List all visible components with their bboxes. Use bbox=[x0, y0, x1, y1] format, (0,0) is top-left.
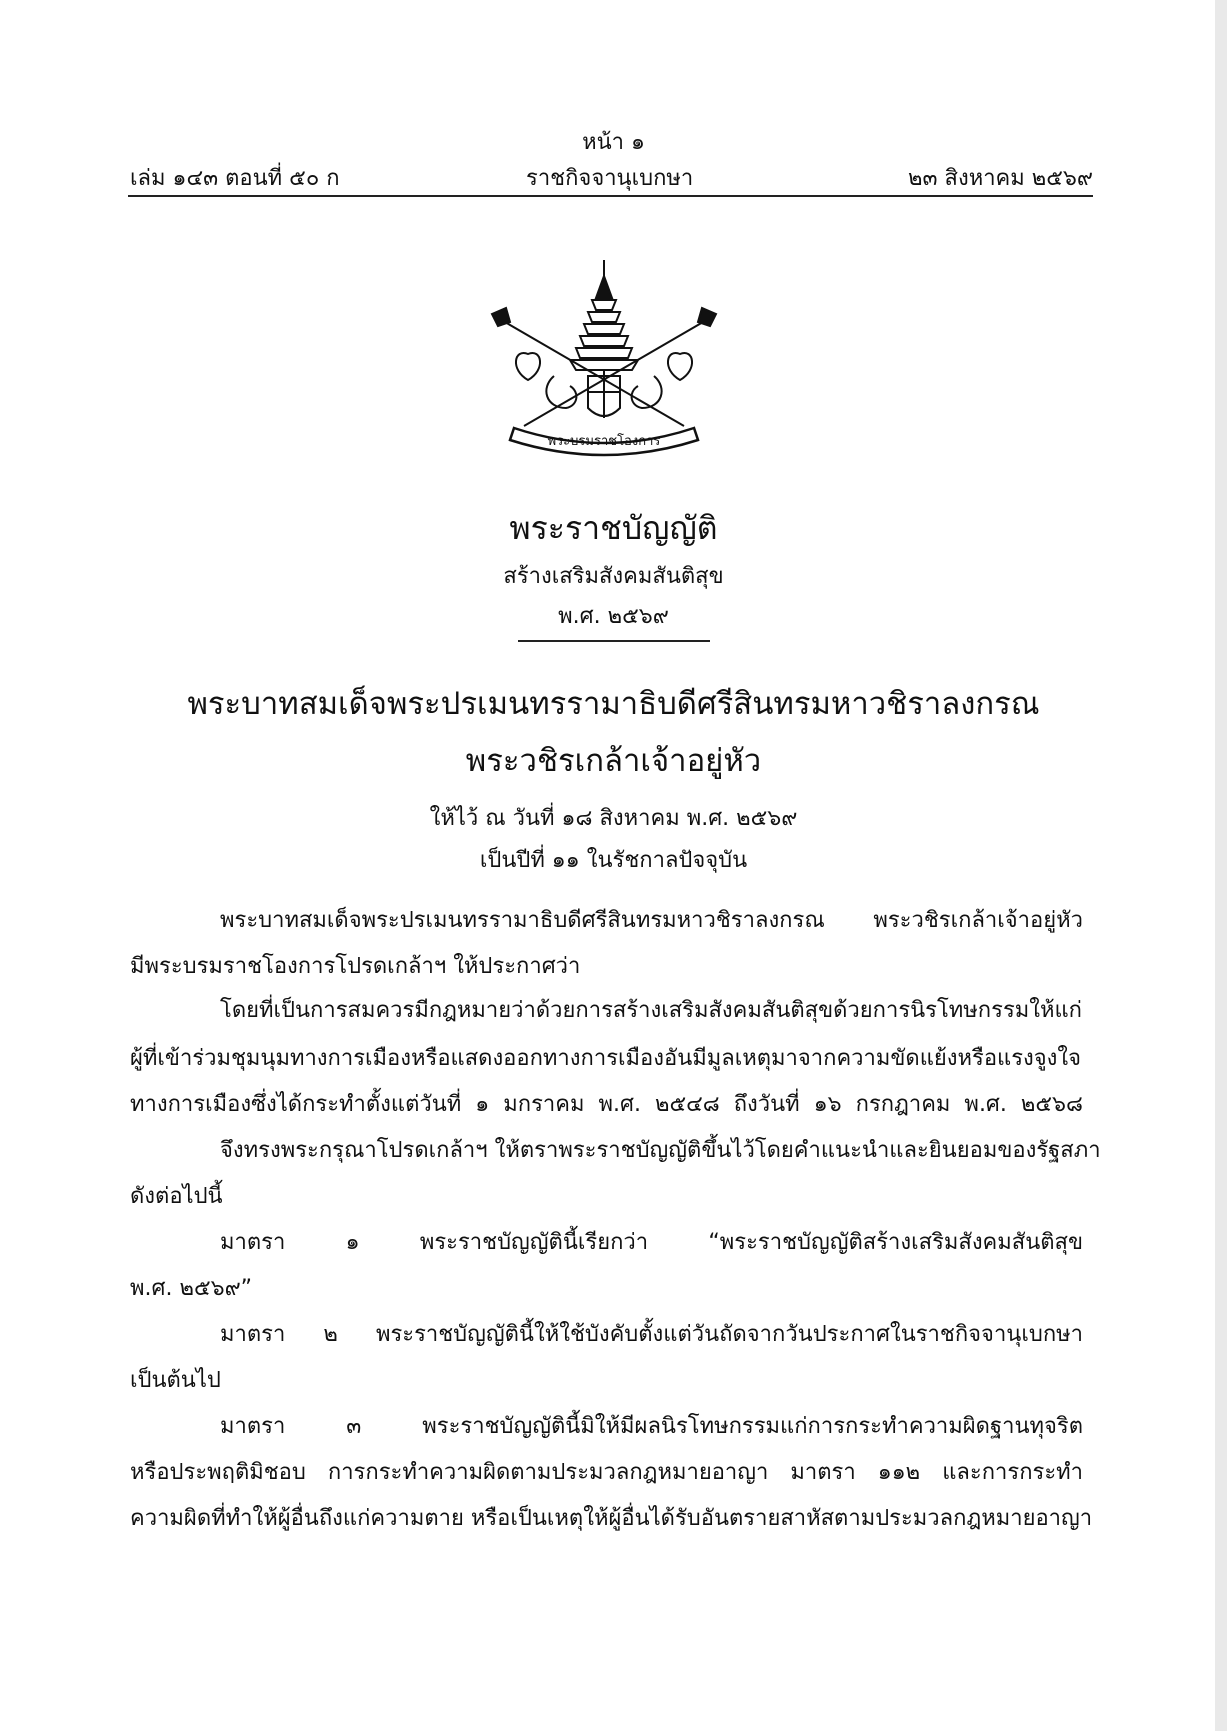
body-line: มีพระบรมราชโองการโปรดเกล้าฯ ให้ประกาศว่า bbox=[130, 954, 581, 979]
publish-date: ๒๓ สิงหาคม ๒๕๖๙ bbox=[907, 166, 1093, 191]
body-line: พ.ศ. ๒๕๖๙” bbox=[130, 1276, 253, 1301]
page-number: หน้า ๑ bbox=[582, 130, 645, 155]
body-line: โดยที่เป็นการสมควรมีกฎหมายว่าด้วยการสร้างเสริมสังคมสันติสุขด้วยการนิรโทษกรรมให้แก่ bbox=[220, 998, 1083, 1023]
act-year: พ.ศ. ๒๕๖๙ bbox=[558, 604, 669, 629]
body-line: ทางการเมืองซึ่งได้กระทำตั้งแต่วันที่ ๑ มกราคม พ.ศ. ๒๕๔๘ ถึงวันที่ ๑๖ กรกฎาคม พ.ศ. ๒๕๖๘ bbox=[130, 1092, 1083, 1117]
body-line: ผู้ที่เข้าร่วมชุมนุมทางการเมืองหรือแสดงออกทางการเมืองอันมีมูลเหตุมาจากความขัดแย้งหรือแรงจูงใจ bbox=[130, 1046, 1082, 1071]
emblem-text: พระบรมราชโองการ bbox=[547, 434, 661, 449]
section-3: มาตรา ๓ พระราชบัญญัตินี้มิให้มีผลนิรโทษกรรมแก่การกระทำความผิดฐานทุจริต bbox=[220, 1414, 1083, 1439]
body-line: ดังต่อไปนี้ bbox=[130, 1184, 223, 1209]
given-date: ให้ไว้ ณ วันที่ ๑๘ สิงหาคม พ.ศ. ๒๕๖๙ bbox=[429, 806, 798, 831]
section-2: มาตรา ๒ พระราชบัญญัตินี้ให้ใช้บังคับตั้งแต่วันถัดจากวันประกาศในราชกิจจานุเบกษา bbox=[220, 1322, 1083, 1347]
king-name-line2: พระวชิรเกล้าเจ้าอยู่หัว bbox=[465, 743, 762, 779]
act-subtitle: สร้างเสริมสังคมสันติสุข bbox=[503, 564, 724, 589]
body-line: ความผิดที่ทำให้ผู้อื่นถึงแก่ความตาย หรือเป็นเหตุให้ผู้อื่นได้รับอันตรายสาหัสตามประมวลกฎหมายอาญา bbox=[130, 1506, 1093, 1531]
royal-seal-emblem-icon bbox=[484, 258, 724, 458]
gazette-header bbox=[130, 160, 1093, 192]
gazette-name: ราชกิจจานุเบกษา bbox=[526, 166, 694, 191]
body-line: เป็นต้นไป bbox=[130, 1368, 221, 1393]
body-line: จึงทรงพระกรุณาโปรดเกล้าฯ ให้ตราพระราชบัญญัติขึ้นไว้โดยคำแนะนำและยินยอมของรัฐสภา bbox=[220, 1138, 1101, 1163]
section-1: มาตรา ๑ พระราชบัญญัตินี้เรียกว่า “พระราชบัญญัติสร้างเสริมสังคมสันติสุข bbox=[220, 1230, 1083, 1255]
volume-issue: เล่ม ๑๔๓ ตอนที่ ๕๐ ก bbox=[130, 166, 340, 191]
act-title: พระราชบัญญัติ bbox=[509, 509, 718, 547]
body-line: หรือประพฤติมิชอบ การกระทำความผิดตามประมวลกฎหมายอาญา มาตรา ๑๑๒ และการกระทำ bbox=[130, 1460, 1083, 1485]
header-divider bbox=[128, 195, 1093, 197]
king-name-line1: พระบาทสมเด็จพระปรเมนทรรามาธิบดีศรีสินทรมหาวชิราลงกรณ bbox=[187, 686, 1040, 722]
title-divider bbox=[518, 640, 710, 642]
body-line: พระบาทสมเด็จพระปรเมนทรรามาธิบดีศรีสินทรมหาวชิราลงกรณ พระวชิรเกล้าเจ้าอยู่หัว bbox=[220, 908, 1083, 933]
reign-year: เป็นปีที่ ๑๑ ในรัชกาลปัจจุบัน bbox=[479, 848, 748, 873]
